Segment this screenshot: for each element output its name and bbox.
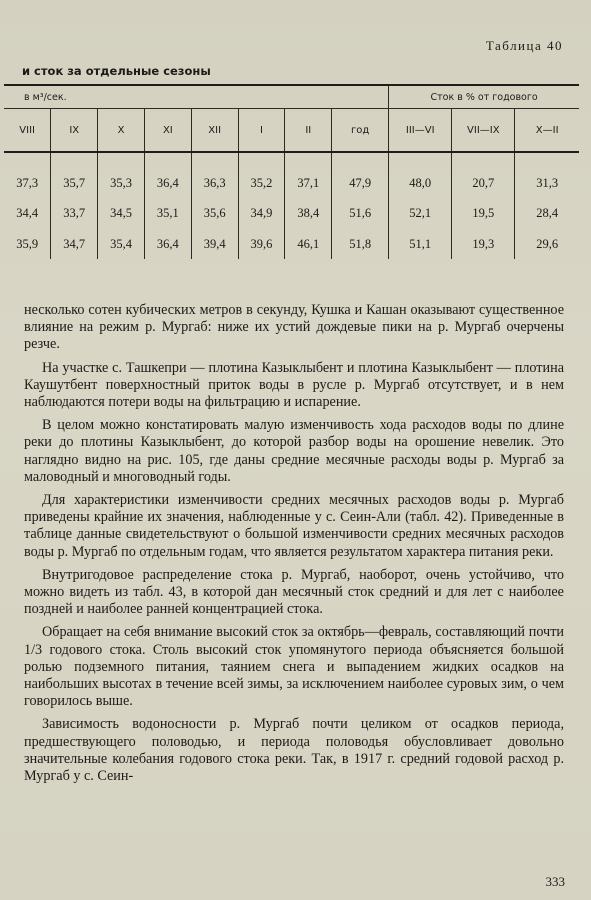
- table-cell: 34,5: [98, 197, 145, 229]
- table-number-label: Таблица 40: [485, 38, 563, 53]
- table-cell: 31,3: [515, 152, 579, 197]
- table-cell: 37,3: [16, 175, 39, 190]
- table-cell: 28,4: [515, 197, 579, 229]
- body-text: [24, 302, 564, 785]
- column-header: I: [238, 109, 285, 153]
- paragraph: Зависимость водоносности р. Мургаб почти целиком от осадков периода, предшествующего половодью, и периода половодья обусловливает довольно значительные колебания годового стока реки. Так, в 1917 г. средний годовой расход р. Мургаб у с. Сеин-: [24, 716, 564, 785]
- unit-header: в м³/сек.: [4, 85, 389, 109]
- table-cell: 47,9: [332, 152, 389, 197]
- column-header: X—II: [515, 109, 579, 153]
- column-header: IX: [51, 109, 98, 153]
- column-header: VIII: [4, 109, 51, 153]
- table-cell: 19,3: [452, 229, 515, 259]
- table-cell: 33,7: [51, 197, 98, 229]
- table-cell: 51,1: [389, 229, 452, 259]
- table-cell: 34,9: [238, 197, 285, 229]
- table-cell: 48,0: [389, 152, 452, 197]
- paragraph: Обращает на себя внимание высокий сток за октябрь—февраль, составляющий почти 1/3 годового стока. Столь высокий сток упомянутого периода объясняется большой ролью подземного питания, таянием снега и выпадением жидких осадков на наибольших высотах в течение всей зимы, за исключением наиболее суровых зим, о чем говорилось выше.: [24, 624, 564, 710]
- column-header: II: [285, 109, 332, 153]
- column-header: III—VI: [389, 109, 452, 153]
- column-header: XII: [191, 109, 238, 153]
- table-cell: 51,8: [332, 229, 389, 259]
- table-cell: 52,1: [389, 197, 452, 229]
- column-header: XI: [144, 109, 191, 153]
- table-cell: 34,4: [16, 205, 39, 220]
- table-cell: 36,4: [144, 152, 191, 197]
- column-header: VII—IX: [452, 109, 515, 153]
- table-row: [4, 197, 579, 229]
- table-cell: 37,1: [285, 152, 332, 197]
- table-cell: 20,7: [452, 152, 515, 197]
- paragraph: В целом можно констатировать малую изменчивость хода расходов воды по длине реки до плотины Казыклыбент, до которой разбор воды на орошение невелик. Это наглядно видно на рис. 105, где даны средние месячные расходы воды р. Мургаб за маловодный и многоводный годы.: [24, 417, 564, 485]
- table-cell: 38,4: [285, 197, 332, 229]
- table-cell: 46,1: [285, 229, 332, 259]
- column-header: X: [98, 109, 145, 153]
- table-cell: 34,7: [51, 229, 98, 259]
- table-cell: 35,1: [144, 197, 191, 229]
- paragraph: Внутригодовое распределение стока р. Мургаб, наоборот, очень устойчиво, что можно видеть из табл. 43, в которой дан месячный сток средний и для лет с наиболее поздней и наиболее ранней концентрацией стока.: [24, 566, 564, 618]
- table-cell: 29,6: [515, 229, 579, 259]
- table-cell: 36,4: [144, 229, 191, 259]
- paragraph: На участке с. Ташкепри — плотина Казыклыбент и плотина Казыклыбент — плотина Каушутбент поверхностный приток воды в русле р. Мургаб отсутствует, и в нем наблюдаются потери воды на фильтрацию и испарение.: [24, 359, 564, 411]
- runoff-table: [4, 84, 579, 259]
- table-row: [4, 229, 579, 259]
- table-cell: 35,4: [98, 229, 145, 259]
- percent-header: Сток в % от годового: [389, 85, 579, 109]
- table-cell: 36,3: [191, 152, 238, 197]
- table-cell: 35,7: [51, 152, 98, 197]
- table-cell: 35,3: [98, 152, 145, 197]
- table-cell: 35,6: [191, 197, 238, 229]
- table-cell: 39,4: [191, 229, 238, 259]
- table-cell: 35,2: [238, 152, 285, 197]
- column-header: год: [332, 109, 389, 153]
- table-cell: 19,5: [452, 197, 515, 229]
- table-cell: 39,6: [238, 229, 285, 259]
- paragraph: Для характеристики изменчивости средних месячных расходов воды р. Мургаб приведены крайние их значения, наблюденные у с. Сеин-Али (табл. 42). Приведенные в таблице данные свидетельствуют о большой изменчивости средних месячных расходов воды р. Мургаб по отдельным годам, что является результатом характера питания реки.: [24, 492, 564, 560]
- table-cell: 51,6: [332, 197, 389, 229]
- table-row: [4, 152, 579, 197]
- paragraph: несколько сотен кубических метров в секунду, Кушка и Кашан оказывают существенное влияние на режим р. Мургаб: ниже их устий дождевые пики на р. Мургаб очерчены резче.: [24, 302, 564, 353]
- table-cell: 35,9: [16, 236, 39, 251]
- page-number: 333: [545, 874, 565, 889]
- table-heading: и сток за отдельные сезоны: [22, 64, 211, 78]
